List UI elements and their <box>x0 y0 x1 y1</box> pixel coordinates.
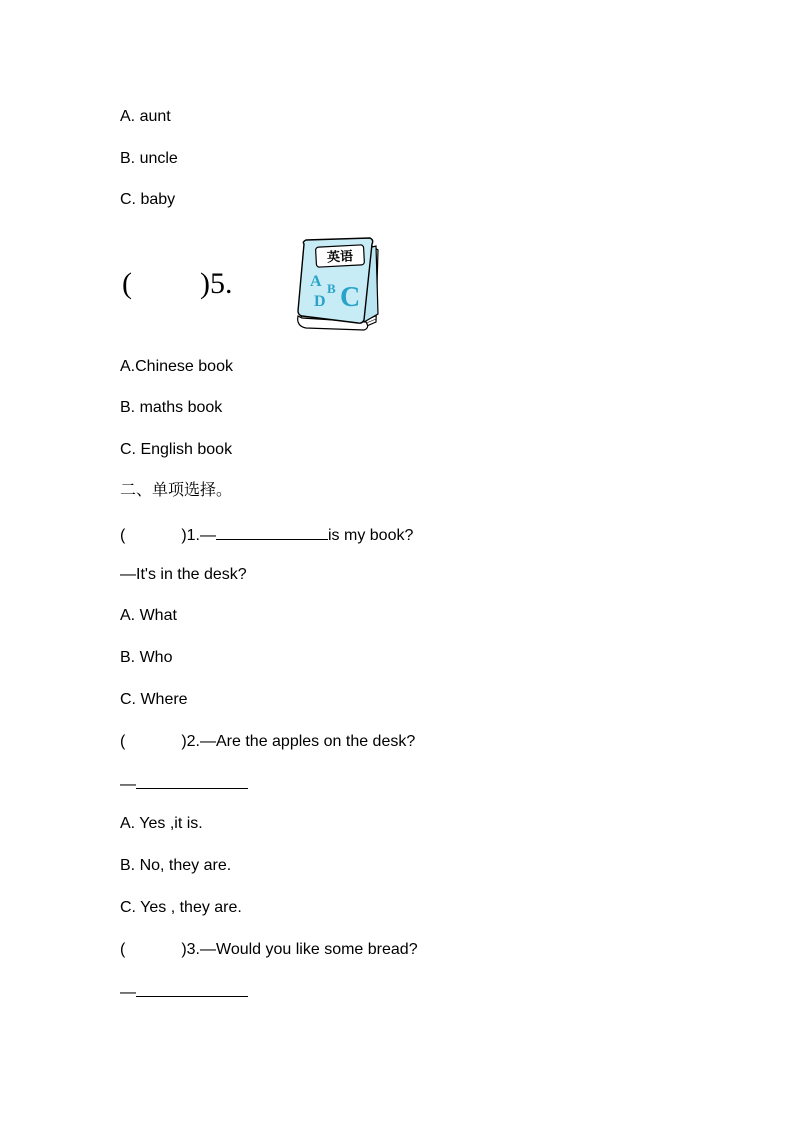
question-1-answer-blank[interactable] <box>216 524 328 540</box>
question-1 <box>120 524 413 546</box>
question-2-open-paren: ( <box>120 733 126 750</box>
question-1-option-c: C. Where <box>120 691 188 708</box>
question-1-response: —It's in the desk? <box>120 566 247 583</box>
q5-option-c: C. English book <box>120 441 233 458</box>
book-letter-a: A <box>310 273 322 290</box>
book-letter-b: B <box>327 281 336 296</box>
question-2-answer-blank[interactable] <box>136 773 248 789</box>
question-3-open-paren: ( <box>120 941 126 958</box>
question-2-option-a: A. Yes ,it is. <box>120 815 203 832</box>
question-3-prefix: )3.—Would you like some bread? <box>181 941 418 958</box>
question-1-option-b: B. Who <box>120 649 173 666</box>
question-2-prefix: )2.—Are the apples on the desk? <box>181 733 416 750</box>
book-letter-c: C <box>340 282 361 313</box>
q5-option-b: B. maths book <box>120 399 223 416</box>
english-book-icon <box>292 236 390 332</box>
english-book-picture <box>292 236 390 332</box>
q5-number: )5. <box>200 267 233 300</box>
question-2-option-c: C. Yes , they are. <box>120 899 242 916</box>
question-3 <box>120 940 418 960</box>
question-2-option-b: B. No, they are. <box>120 857 232 874</box>
q5-open-paren: ( <box>122 267 132 300</box>
question-1-option-a: A. What <box>120 607 177 624</box>
book-letter-d: D <box>314 293 326 310</box>
question-1-open-paren: ( <box>120 527 126 544</box>
question-1-suffix: is my book? <box>328 527 414 544</box>
book-cover-label: 英语 <box>326 249 354 266</box>
question-1-prefix: )1.— <box>181 527 216 544</box>
question-2-response <box>120 773 248 795</box>
q5-number-line <box>122 266 233 302</box>
q4-option-a: A. aunt <box>120 108 171 125</box>
q4-option-c: C. baby <box>120 191 176 208</box>
q4-option-b: B. uncle <box>120 150 178 167</box>
section-two-heading: 二、单项选择。 <box>120 482 233 499</box>
question-3-response-dash: — <box>120 984 136 1001</box>
question-3-answer-blank[interactable] <box>136 981 248 997</box>
question-2-response-dash: — <box>120 776 136 793</box>
question-2 <box>120 732 415 752</box>
question-3-response <box>120 981 248 1003</box>
q5-option-a: A.Chinese book <box>120 358 233 375</box>
